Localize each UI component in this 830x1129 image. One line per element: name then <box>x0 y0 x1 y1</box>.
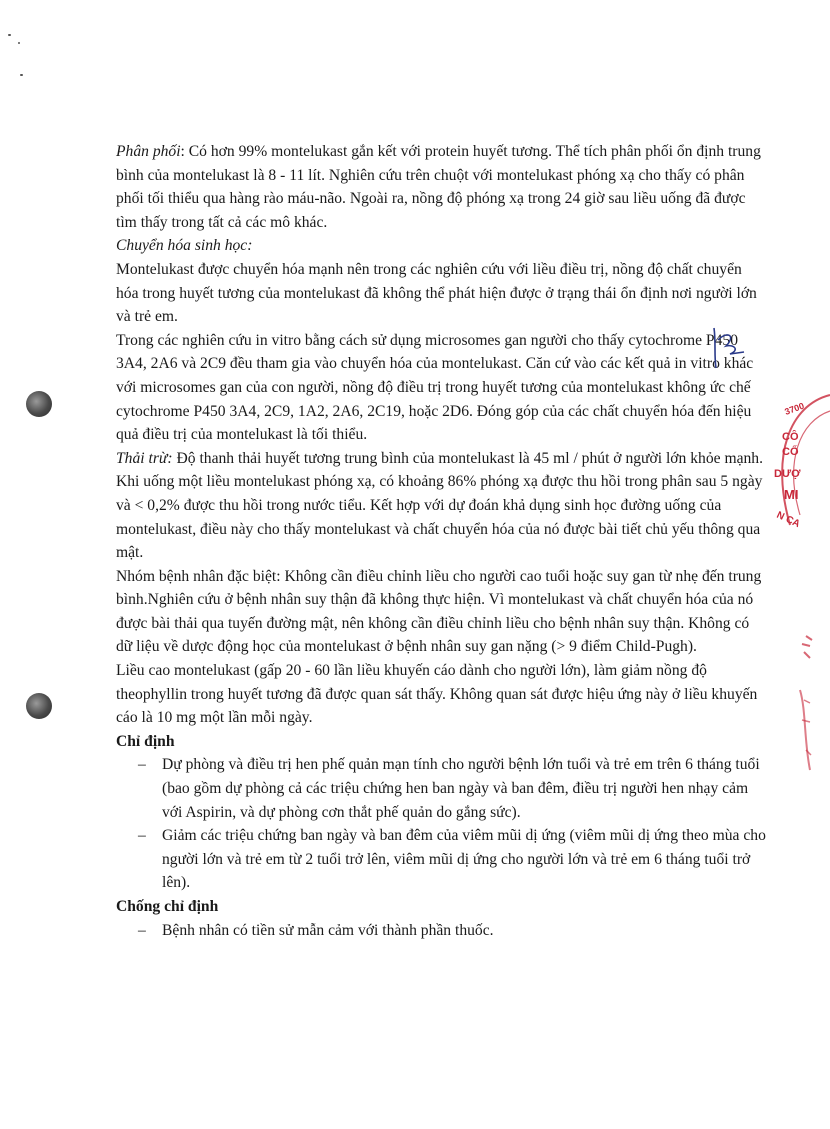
signature-mark <box>704 322 754 372</box>
phan-phoi-paragraph <box>116 140 768 234</box>
thai-tru-text: Độ thanh thải huyết tương trung bình của montelukast là 45 ml / phút ở người lớn khỏe mạnh. Khi uống một liều montelukast phóng xạ, có khoảng 86% phóng xạ được thu hồi trong phân sau 5 ngày và < 0,2% được thu hồi trong nước tiểu. Kết hợp với dự đoán khả dụng sinh học đường uống của montelukast, điều này cho thấy montelukast và chất chuyển hóa của nó được bài tiết chủ yếu thông qua mật. <box>116 449 764 562</box>
chong-chi-dinh-list <box>116 919 768 943</box>
chuyen-hoa-paragraph-2: Trong các nghiên cứu in vitro bằng cách sử dụng microsomes gan người cho thấy cytochrome P450 3A4, 2A6 và 2C9 đều tham gia vào chuyển hóa của montelukast. Căn cứ vào các kết quả in vitro khác với microsomes gan của con người, nồng độ điều trị trong huyết tương của montelukast không ức chế cytochrome P450 3A4, 2C9, 1A2, 2A6, 2C19, hoặc 2D6. Đóng góp của các chất chuyển hóa đến hiệu quả điều trị của montelukast là tối thiểu. <box>116 331 754 444</box>
svg-text:3700: 3700 <box>783 400 806 417</box>
svg-text:CÔ: CÔ <box>782 431 799 443</box>
chuyen-hoa-paragraph-1: Montelukast được chuyển hóa mạnh nên trong các nghiên cứu với liều điều trị, nồng độ chất chuyển hóa trong huyết tương của montelukast đã không thể phát hiện được ở trạng thái ổn định nơi người lớn và trẻ em. <box>116 260 757 326</box>
company-stamp <box>770 385 830 565</box>
thai-tru-label: Thải trừ: <box>116 449 173 467</box>
svg-text:MI: MI <box>784 487 799 502</box>
scan-speck <box>18 42 20 44</box>
document-body <box>116 140 768 942</box>
punch-hole <box>26 391 52 417</box>
chuyen-hoa-label: Chuyển hóa sinh học: <box>116 237 253 255</box>
phan-phoi-label: Phân phối <box>116 143 181 160</box>
chi-dinh-heading: Chỉ định <box>116 732 175 750</box>
chi-dinh-list <box>116 753 768 895</box>
chong-chi-dinh-heading: Chống chỉ định <box>116 898 219 915</box>
scan-speck <box>8 34 11 36</box>
list-item: – Giảm các triệu chứng ban ngày và ban đêm của viêm mũi dị ứng (viêm mũi dị ứng theo mùa cho người lớn và trẻ em từ 2 tuổi trở lên, viêm mũi dị ứng cho người lớn và trẻ em 6 tháng tuổi trở lên). <box>116 824 768 895</box>
list-item: – Dự phòng và điều trị hen phế quản mạn tính cho người bệnh lớn tuổi và trẻ em trên 6 tháng tuổi (bao gồm dự phòng cả các triệu chứng hen ban ngày và ban đêm, điều trị người hen nhạy cảm với Aspirin, và dự phòng cơn thắt phế quản do gắng sức). <box>116 753 768 824</box>
svg-text:N CA: N CA <box>774 509 802 531</box>
stamp-fragment <box>784 630 814 780</box>
nhom-benh-nhan-paragraph: Nhóm bệnh nhân đặc biệt: Không cần điều chỉnh liều cho người cao tuổi hoặc suy gan từ nhẹ đến trung bình.Nghiên cứu ở bệnh nhân suy thận đã không thực hiện. Vì montelukast và chất chuyển hóa của nó được bài thải qua tuyến đường mật, nên không cần điều chỉnh liều cho bệnh nhân suy thận. Không có dữ liệu về dược động học của montelukast ở bệnh nhân suy gan nặng (> 9 điểm Child-Pugh). <box>116 567 762 656</box>
svg-text:DƯỢ: DƯỢ <box>774 468 801 480</box>
thai-tru-paragraph <box>116 447 768 565</box>
svg-text:CỔ: CỔ <box>782 446 799 458</box>
lieu-cao-paragraph: Liều cao montelukast (gấp 20 - 60 lần liều khuyến cáo dành cho người lớn), làm giảm nồng độ theophyllin trong huyết tương đã được quan sát thấy. Không quan sát được hiệu ứng này ở liều khuyến cáo là 10 mg một lần mỗi ngày. <box>116 662 758 727</box>
scan-speck <box>20 74 23 76</box>
punch-hole <box>26 693 52 719</box>
phan-phoi-text: : Có hơn 99% montelukast gắn kết với protein huyết tương. Thể tích phân phối ổn định trung bình của montelukast là 8 - 11 lít. Nghiên cứu trên chuột với montelukast phóng xạ cho thấy có phân phối tối thiểu qua hàng rào máu-não. Ngoài ra, nồng độ phóng xạ trong 24 giờ sau liều uống đã được tìm thấy trong tất cả các mô khác. <box>116 143 761 231</box>
list-item: – Bệnh nhân có tiền sử mẫn cảm với thành phần thuốc. <box>116 919 768 943</box>
